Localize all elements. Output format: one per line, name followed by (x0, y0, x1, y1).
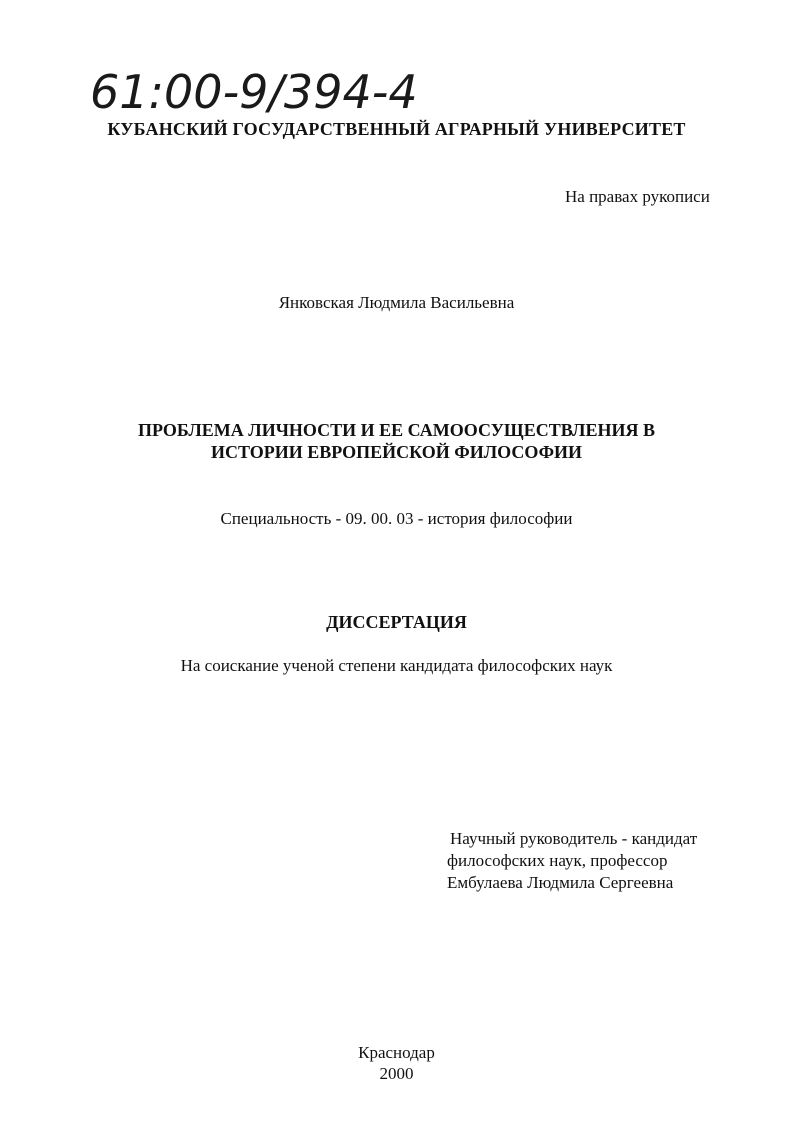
dissertation-title-line-1: ПРОБЛЕМА ЛИЧНОСТИ И ЕЕ САМООСУЩЕСТВЛЕНИЯ В (138, 420, 655, 440)
supervisor-line-2: философских наук, профессор (447, 851, 668, 870)
city: Краснодар (358, 1043, 435, 1062)
year: 2000 (379, 1064, 414, 1083)
dissertation-title-line-2: ИСТОРИИ ЕВРОПЕЙСКОЙ ФИЛОСОФИИ (210, 442, 583, 462)
document-type: ДИССЕРТАЦИЯ (326, 612, 467, 632)
supervisor-line-1: Научный руководитель - кандидат (450, 829, 698, 848)
university-name: КУБАНСКИЙ ГОСУДАРСТВЕННЫЙ АГРАРНЫЙ УНИВЕРСИТЕТ (107, 119, 686, 139)
degree-line: На соискание ученой степени кандидата философских наук (180, 656, 613, 675)
specialty-line: Специальность - 09. 00. 03 - история философии (220, 509, 573, 528)
archive-code-text: 61:00-9/394-4 (90, 65, 418, 119)
rights-note: На правах рукописи (565, 187, 710, 206)
author-name: Янковская Людмила Васильевна (278, 293, 515, 312)
supervisor-line-3: Ембулаева Людмила Сергеевна (447, 873, 674, 892)
